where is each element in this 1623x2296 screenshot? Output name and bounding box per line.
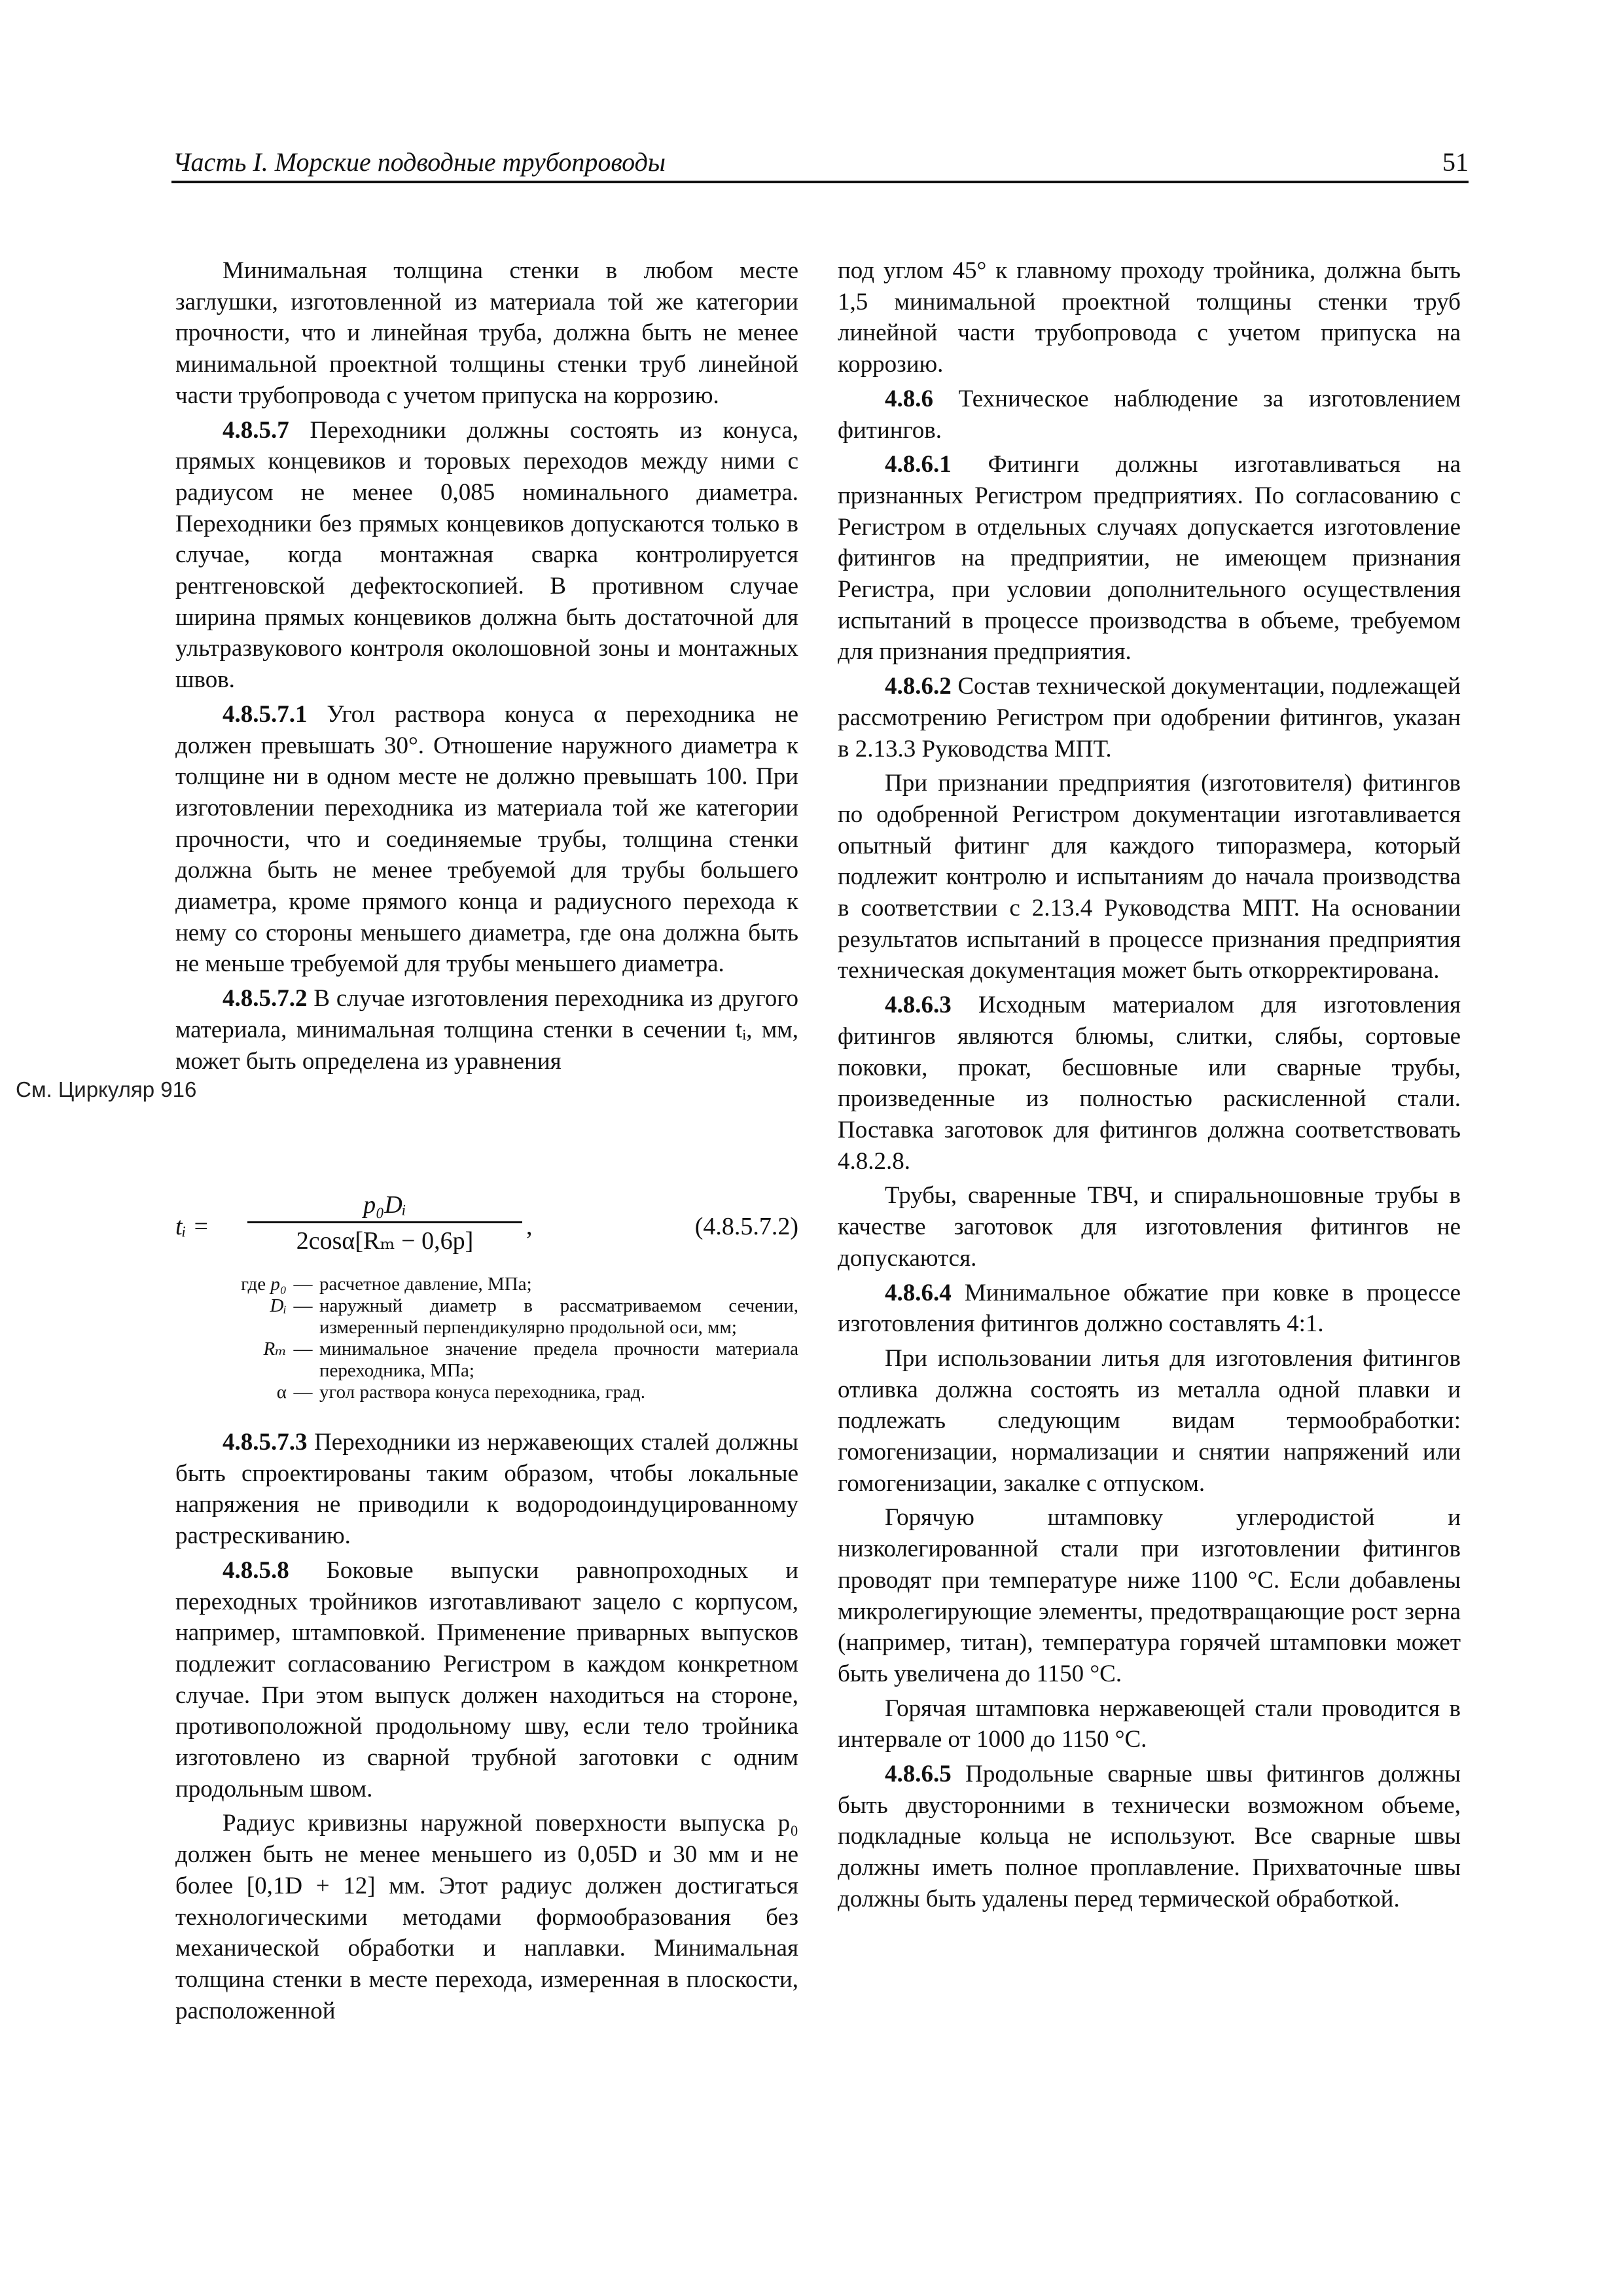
formula-tail: ,: [526, 1213, 533, 1240]
paragraph-text: Минимальное обжатие при ковке в процессе изготовления фитингов должно составлять 4:1.: [838, 1279, 1461, 1338]
header-rule: [171, 181, 1469, 183]
paragraph-text: Минимальная толщина стенки в любом месте заглушки, изготовленной из материала той же категории прочности, что и линейная труба, должна быть не менее минимальной проектной толщины стенки труб линейной части трубопровода с учетом припуска на коррозию.: [175, 257, 798, 409]
paragraph-text: Боковые выпуски равнопроходных и переходных тройников изготавливают зацело с корпусом, например, штамповкой. Применение приварных выпусков подлежит согласованию Регистром в каждом конкретном случае. При этом выпуск должен находиться на стороне, противоположной продольному шву, если тело тройника изготовлено из сварной трубной заготовки с одним продольным швом.: [175, 1556, 798, 1803]
paragraph: [838, 1759, 1461, 1915]
paragraph: [838, 1343, 1461, 1499]
clause-number: 4.8.6.4: [885, 1279, 952, 1306]
paragraph-text: Радиус кривизны наружной поверхности выпуска p₀ должен быть не менее меньшего из 0,05D и 30 мм и не более [0,1D + 12] мм. Этот радиус должен достигаться технологическими методами формообразования без механической обработки и наплавки. Минимальная толщина стенки в месте перехода, измеренная в плоскости, расположенной: [175, 1810, 798, 2024]
legend-symbol: Dᵢ: [270, 1295, 287, 1316]
left-column-continued: [175, 1427, 798, 2026]
page-number: 51: [1442, 147, 1469, 177]
clause-number: 4.8.6: [885, 385, 933, 412]
paragraph: [175, 1808, 798, 2026]
left-column: [175, 255, 798, 1077]
legend-text: угол раствора конуса переходника, град.: [319, 1382, 646, 1403]
paragraph: [175, 415, 798, 696]
paragraph-text: Состав технической документации, подлежащей рассмотрению Регистром при одобрении фитингов, указан в 2.13.3 Руководства МПТ.: [838, 673, 1461, 762]
circular-reference-note[interactable]: См. Циркуляр 916: [16, 1077, 197, 1102]
legend-text: минимальное значение предела прочности материала переходника, МПа;: [319, 1338, 798, 1381]
formula-lhs: tᵢ =: [175, 1213, 209, 1240]
legend-symbol: α: [276, 1382, 287, 1403]
legend-symbol: где p₀: [241, 1274, 287, 1295]
paragraph-text: В случае изготовления переходника из другого материала, минимальная толщина стенки в сечении tᵢ, мм, может быть определена из уравнения: [175, 985, 798, 1075]
paragraph-text: под углом 45° к главному проходу тройника, должна быть 1,5 минимальной проектной толщины стенки труб линейной части трубопровода с учетом припуска на коррозию.: [838, 257, 1461, 378]
paragraph-text: Горячая штамповка нержавеющей стали проводится в интервале от 1000 до 1150 °С.: [838, 1695, 1461, 1753]
paragraph: [175, 699, 798, 980]
clause-number: 4.8.5.7.1: [223, 700, 308, 728]
paragraph: [838, 671, 1461, 764]
paragraph-text: Исходным материалом для изготовления фитингов являются блюмы, слитки, слябы, сортовые поковки, прокат, бесшовные или сварные трубы, произведенные из полностью раскисленной стали. Поставка заготовок для фитингов должна соответствовать 4.8.2.8.: [838, 992, 1461, 1175]
paragraph-text: Переходники должны состоять из конуса, прямых концевиков и торовых переходов между ними с радиусом не менее 0,085 номинального диаметра. Переходники без прямых концевиков допускаются только в случае, когда монтажная сварка контролируется рентгеновской дефектоскопией. В противном случае ширина прямых концевиков должна быть достаточной для ультразвукового контроля околошовной зоны и монтажных швов.: [175, 416, 798, 694]
paragraph: [838, 1180, 1461, 1274]
fraction-bar: [247, 1221, 522, 1223]
running-title: Часть I. Морские подводные трубопроводы: [173, 147, 666, 177]
paragraph: [175, 1555, 798, 1805]
formula-4-8-5-7-2: [175, 1190, 798, 1268]
paragraph-text: Продольные сварные швы фитингов должны быть двусторонними в технически возможном объеме, подкладные кольца не используют. Все сварные швы должны иметь полное проплавление. Прихваточные швы должны быть удалены перед термической обработкой.: [838, 1761, 1461, 1912]
page-header: [171, 145, 1469, 181]
right-column: [838, 255, 1461, 1915]
formula-legend: [175, 1274, 798, 1403]
paragraph: [838, 449, 1461, 668]
formula-numerator: p₀Dᵢ: [363, 1191, 406, 1219]
paragraph: [838, 1278, 1461, 1340]
clause-number: 4.8.5.7.3: [223, 1429, 308, 1456]
formula-fraction: [247, 1190, 522, 1256]
legend-symbol: Rₘ: [263, 1338, 287, 1359]
section-heading: [838, 384, 1461, 446]
legend-row: α — угол раствора конуса переходника, град.: [175, 1382, 798, 1403]
clause-number: 4.8.6.2: [885, 673, 952, 700]
paragraph-text: Горячую штамповку углеродистой и низколегированной стали при изготовлении фитингов проводят при температуре ниже 1100 °С. Если добавлены микролегирующие элементы, предотвращающие рост зерна (например, титан), температура горячей штамповки может быть увеличена до 1150 °С.: [838, 1504, 1461, 1687]
legend-row: где p₀ — расчетное давление, МПа;: [175, 1274, 798, 1295]
paragraph-text: При признании предприятия (изготовителя) фитингов по одобренной Регистром документации изготавливается опытный фитинг для каждого типоразмера, который подлежит контролю и испытаниям до начала производства в соответствии с 2.13.4 Руководства МПТ. На основании результатов испытаний в процессе признания предприятия техническая документация может быть откорректирована.: [838, 770, 1461, 984]
paragraph: [175, 983, 798, 1077]
paragraph-text: Переходники из нержавеющих сталей должны быть спроектированы таким образом, чтобы локальные напряжения не приводили к водородоиндуцированному растрескиванию.: [175, 1429, 798, 1550]
legend-row: Rₘ — минимальное значение предела прочности материала переходника, МПа;: [175, 1338, 798, 1382]
formula-denominator: 2cosα[Rₘ − 0,6p]: [296, 1227, 474, 1255]
paragraph-text: Трубы, сваренные ТВЧ, и спиральношовные трубы в качестве заготовок для изготовления фитингов не допускаются.: [838, 1182, 1461, 1272]
legend-row: Dᵢ — наружный диаметр в рассматриваемом сечении, измеренный перпендикулярно продольной оси, мм;: [175, 1295, 798, 1338]
paragraph-text: Фитинги должны изготавливаться на признанных Регистром предприятиях. По согласованию с Регистром в отдельных случаях допускается изготовление фитингов на предприятии, не имеющем признания Регистра, при условии дополнительного осуществления испытаний в процессе производства в объеме, требуемом для признания предприятия.: [838, 451, 1461, 666]
clause-number: 4.8.5.8: [223, 1556, 289, 1584]
paragraph: [838, 1502, 1461, 1689]
paragraph: [838, 255, 1461, 380]
legend-text: наружный диаметр в рассматриваемом сечении, измеренный перпендикулярно продольной оси, мм;: [319, 1295, 798, 1338]
heading-text: Техническое наблюдение за изготовлением фитингов.: [838, 385, 1461, 444]
clause-number: 4.8.6.1: [885, 451, 952, 478]
clause-number: 4.8.5.7.2: [223, 985, 308, 1013]
paragraph-text: Угол раствора конуса α переходника не должен превышать 30°. Отношение наружного диаметра к толщине ни в одном месте не должно превышать 100. При изготовлении переходника из материала той же категории прочности, что и соединяемые трубы, толщина стенки должна быть не менее требуемой для трубы большего диаметра, кроме прямого конца и радиусного перехода к нему со стороны меньшего диаметра, где она должна быть не меньше требуемой для трубы меньшего диаметра.: [175, 700, 798, 978]
clause-number: 4.8.6.3: [885, 992, 952, 1019]
paragraph: [838, 1693, 1461, 1755]
clause-number: 4.8.6.5: [885, 1761, 952, 1788]
legend-text: расчетное давление, МПа;: [319, 1274, 532, 1295]
equation-number: (4.8.5.7.2): [694, 1213, 798, 1240]
paragraph: [838, 768, 1461, 986]
paragraph: [175, 1427, 798, 1552]
paragraph: [175, 255, 798, 412]
clause-number: 4.8.5.7: [223, 416, 289, 444]
paragraph: [838, 990, 1461, 1177]
paragraph-text: При использовании литья для изготовления фитингов отливка должна состоять из металла одной плавки и подлежать следующим видам термообработки: гомогенизации, нормализации и снятии напряжений или гомогенизации, закалке с отпуском.: [838, 1344, 1461, 1497]
